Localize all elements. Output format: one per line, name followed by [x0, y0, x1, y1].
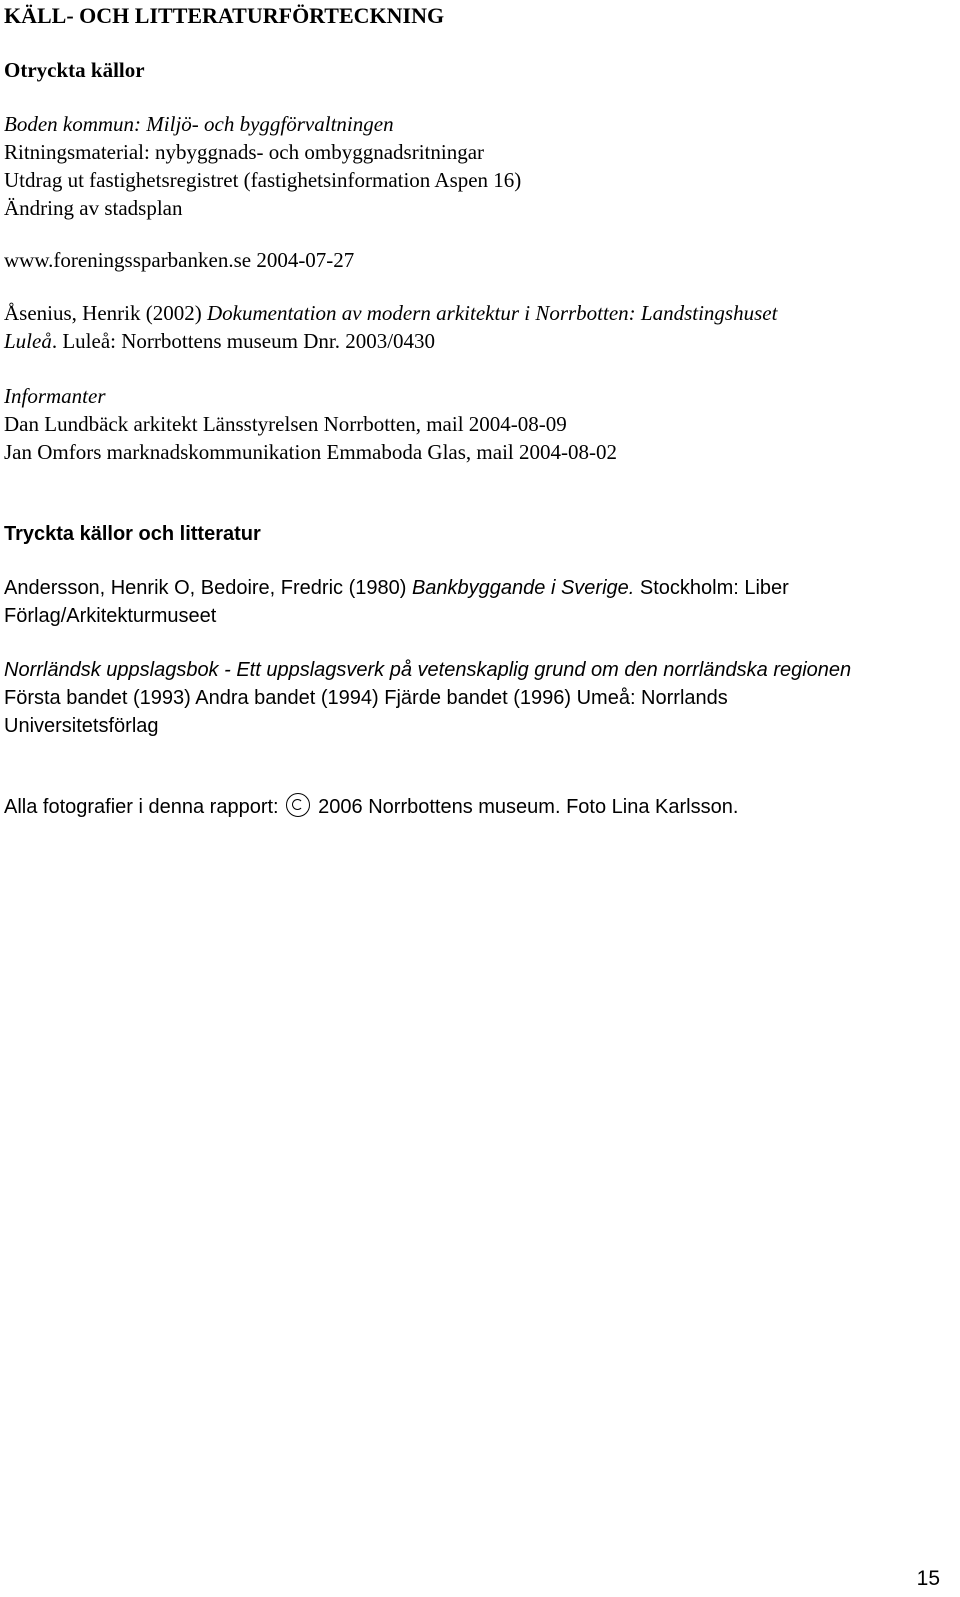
andersson-entry	[4, 574, 940, 630]
boden-line: Utdrag ut fastighetsregistret (fastighetsinformation Aspen 16)	[4, 168, 522, 192]
informant-line: Dan Lundbäck arkitekt Länsstyrelsen Norrbotten, mail 2004-08-09	[4, 412, 567, 436]
andersson-publisher-cont: Förlag/Arkitekturmuseet	[4, 605, 217, 627]
printed-sources-heading: Tryckta källor och litteratur	[4, 523, 261, 545]
unprinted-sources-heading: Otryckta källor	[4, 58, 145, 82]
photo-credit-suffix: 2006 Norrbottens museum. Foto Lina Karlsson.	[318, 796, 739, 818]
boden-entry	[4, 110, 940, 222]
asenius-title-cont: Luleå	[4, 329, 52, 353]
informants-heading: Informanter	[4, 384, 106, 408]
boden-line: Ändring av stadsplan	[4, 196, 183, 220]
andersson-publisher: Stockholm: Liber	[634, 577, 789, 599]
copyright-icon	[286, 793, 310, 817]
asenius-entry	[4, 299, 940, 355]
boden-org: Boden kommun: Miljö- och byggförvaltningen	[4, 112, 394, 136]
asenius-publisher: . Luleå: Norrbottens museum Dnr. 2003/0430	[51, 329, 436, 353]
andersson-author: Andersson, Henrik O, Bedoire, Fredric (1980)	[4, 577, 412, 599]
norrlandsk-entry	[4, 656, 940, 740]
asenius-title: Dokumentation av modern arkitektur i Norrbotten: Landstingshuset	[206, 301, 778, 325]
photo-credit	[4, 793, 940, 821]
asenius-author: Åsenius, Henrik (2002)	[4, 301, 207, 325]
page-number: 15	[916, 1567, 940, 1590]
norrlandsk-title: Norrländsk uppslagsbok - Ett uppslagsverk på vetenskaplig grund om den norrländska regionen	[4, 659, 852, 681]
norrlandsk-volumes: Första bandet (1993) Andra bandet (1994) Fjärde bandet (1996) Umeå: Norrlands	[4, 687, 728, 709]
boden-line: Ritningsmaterial: nybyggnads- och ombyggnadsritningar	[4, 140, 485, 164]
informants-entry	[4, 382, 940, 466]
page-title: KÄLL- OCH LITTERATURFÖRTECKNING	[4, 3, 445, 28]
informant-line: Jan Omfors marknadskommunikation Emmaboda Glas, mail 2004-08-02	[4, 440, 617, 464]
photo-credit-prefix: Alla fotografier i denna rapport:	[4, 796, 285, 818]
andersson-title: Bankbyggande i Sverige.	[411, 577, 635, 599]
norrlandsk-publisher: Universitetsförlag	[4, 715, 159, 737]
website-entry: www.foreningssparbanken.se 2004-07-27	[4, 248, 355, 272]
